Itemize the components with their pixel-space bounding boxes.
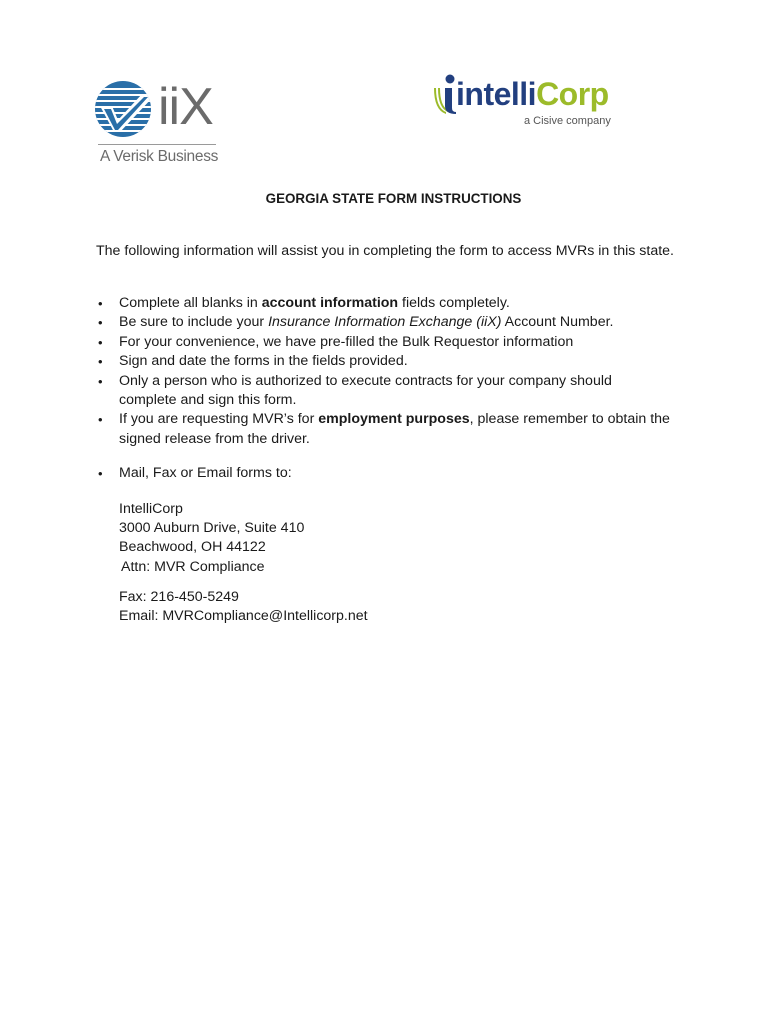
- bullet-icon: •: [98, 466, 103, 481]
- fax-number: Fax: 216-450-5249: [119, 589, 239, 605]
- list-item: • For your convenience, we have pre-filled the Bulk Requestor information: [96, 333, 696, 352]
- page-title: GEORGIA STATE FORM INSTRUCTIONS: [265, 191, 522, 206]
- contact-info: [119, 588, 368, 626]
- address-city: Beachwood, OH 44122: [119, 539, 266, 556]
- intellicorp-tagline: a Cisive company: [524, 115, 611, 127]
- italic-text: Insurance Information Exchange (iiX): [268, 314, 502, 331]
- list-item: • Sign and date the forms in the fields provided.: [96, 352, 696, 371]
- intellicorp-mark-icon: [434, 72, 458, 116]
- list-item: • Only a person who is authorized to execute contracts for your company should complete and sign this form.: [96, 372, 696, 411]
- bold-text: account information: [261, 295, 399, 311]
- list-item: [96, 410, 696, 449]
- list-item: [96, 313, 696, 332]
- intro-paragraph: The following information will assist you in completing the form to access MVRs in this state.: [96, 243, 674, 259]
- wordmark-corp: Corp: [536, 76, 609, 112]
- intellicorp-wordmark: [456, 74, 609, 114]
- text: Be sure to include your: [119, 314, 269, 331]
- intellicorp-logo: [434, 70, 614, 132]
- text: Complete all blanks in: [119, 295, 262, 311]
- mail-instructions: [96, 464, 696, 483]
- address-company: IntelliCorp: [119, 501, 183, 517]
- text: If you are requesting MVR’s for: [119, 411, 319, 428]
- iix-tagline: A Verisk Business: [100, 148, 219, 165]
- iix-divider: [98, 144, 216, 145]
- address-street: 3000 Auburn Drive, Suite 410: [119, 520, 305, 537]
- email-address[interactable]: Email: MVRCompliance@Intellicorp.net: [119, 608, 368, 625]
- instructions-list: [96, 294, 696, 449]
- mailing-address: [119, 500, 304, 577]
- wordmark-intelli: intelli: [456, 76, 537, 112]
- address-attn: Attn: MVR Compliance: [121, 558, 265, 575]
- bold-text: employment purposes: [318, 411, 470, 428]
- text: fields completely.: [398, 295, 510, 311]
- iix-logo: [94, 78, 219, 170]
- iix-wordmark: iiX: [158, 78, 213, 136]
- text: Account Number.: [501, 314, 614, 331]
- text: , please remember to obtain the signed release from the driver.: [119, 411, 670, 447]
- iix-globe-check-icon: [94, 80, 152, 138]
- mail-label: Mail, Fax or Email forms to:: [119, 465, 292, 481]
- list-item: [96, 294, 696, 313]
